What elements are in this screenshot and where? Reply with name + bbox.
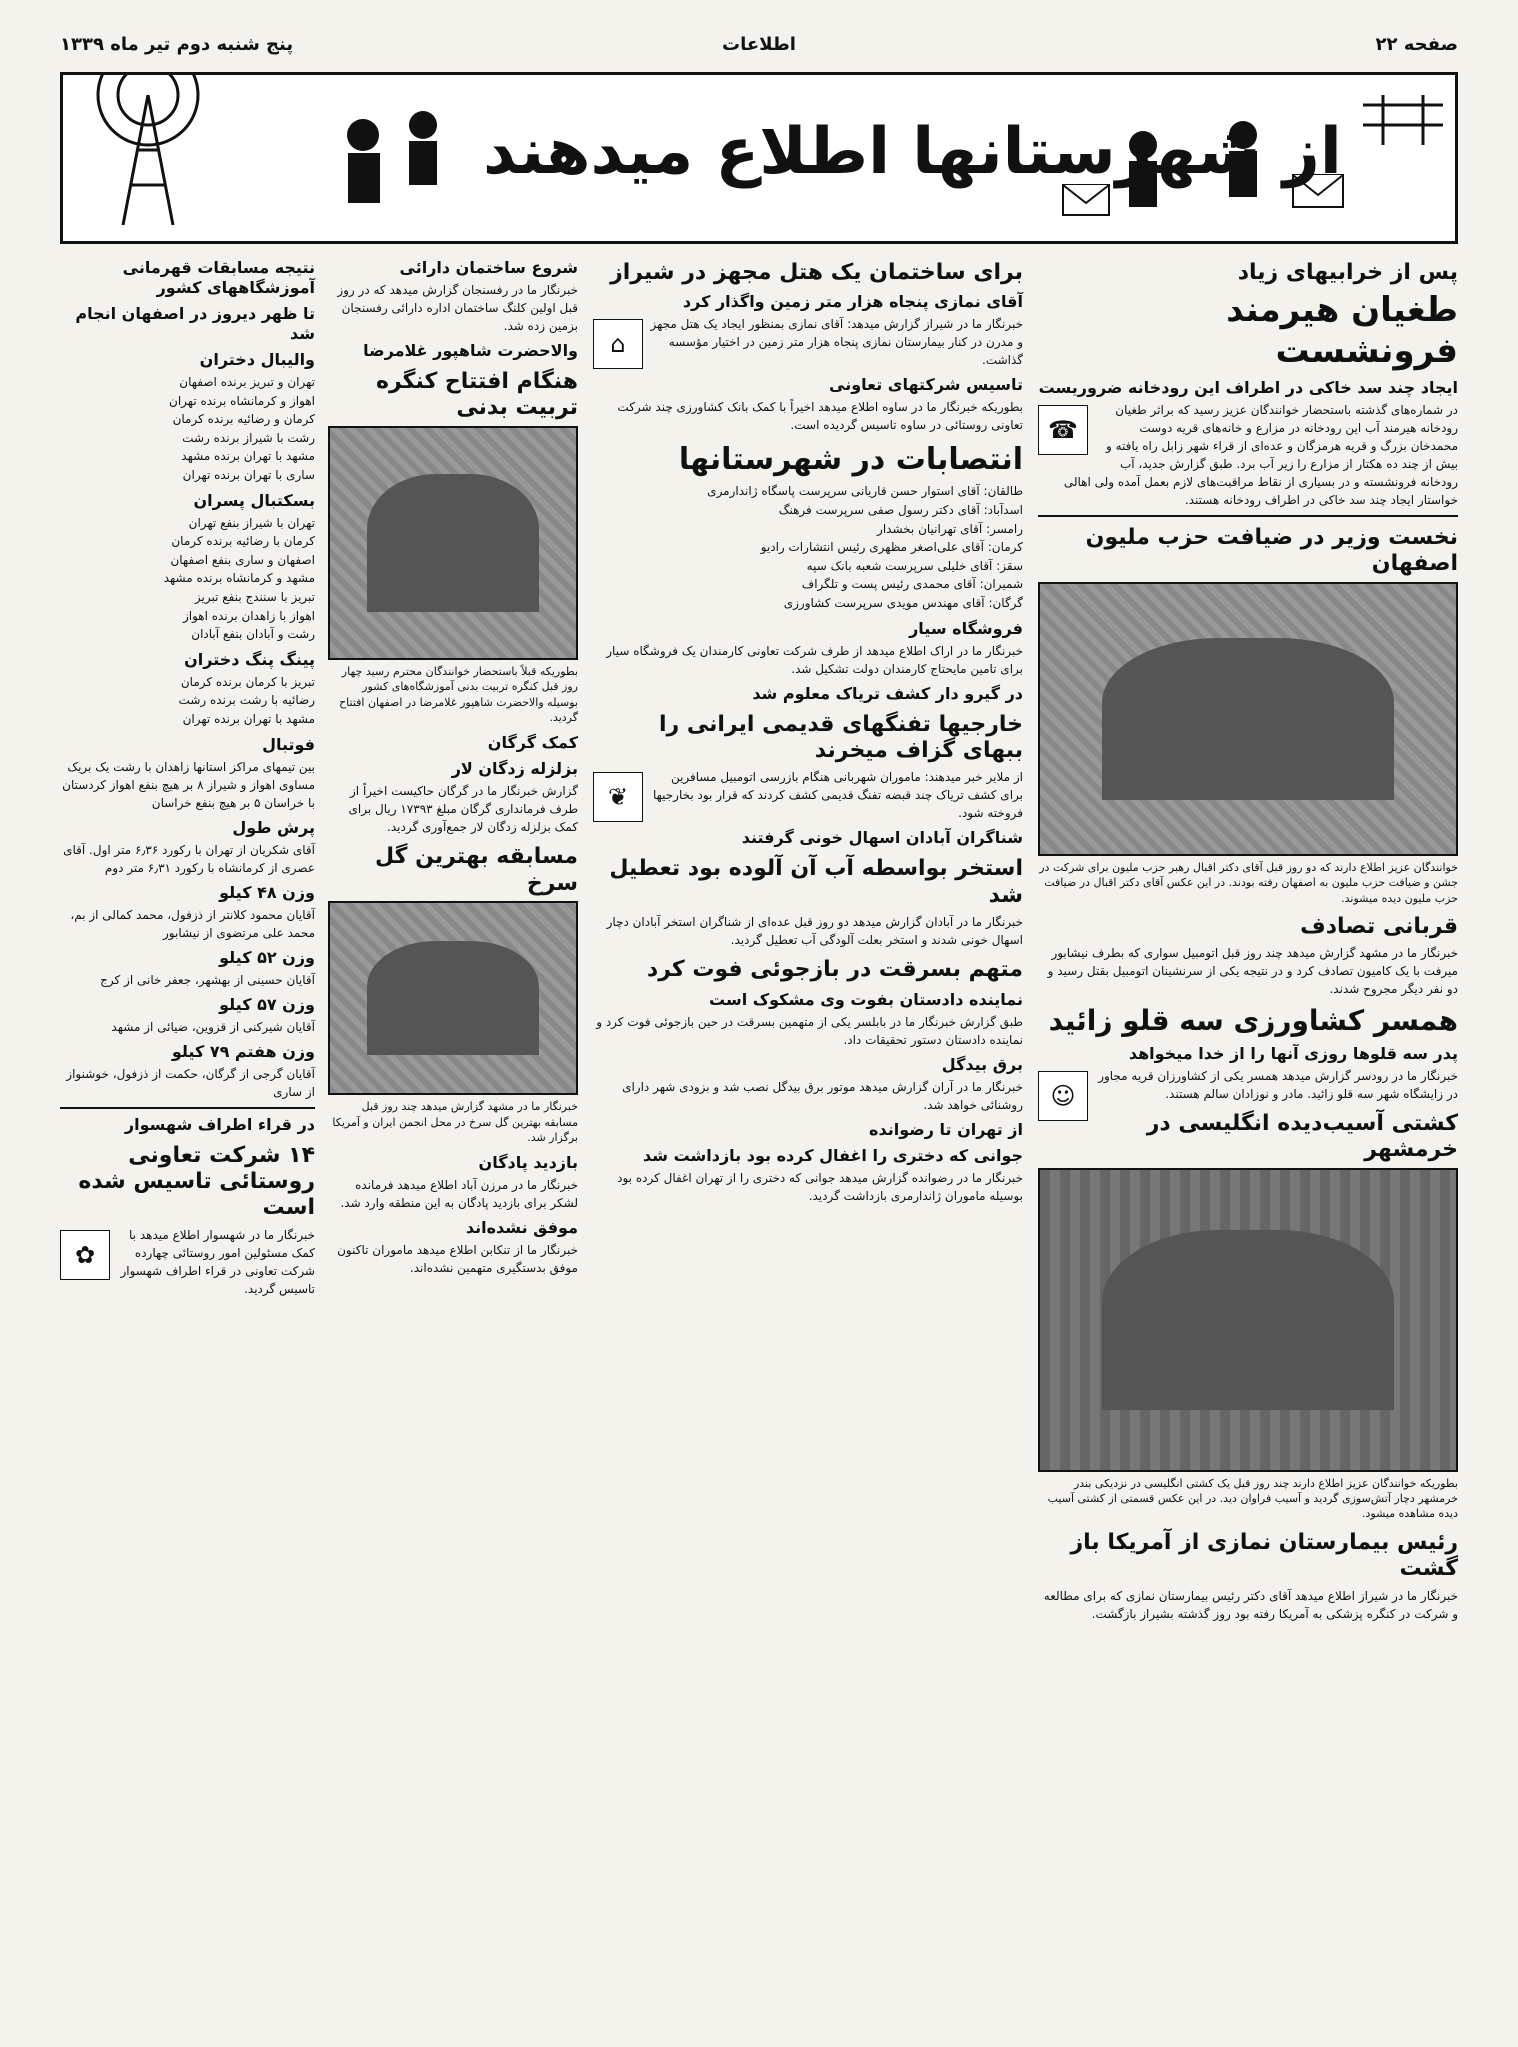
triplets-body: خبرنگار ما در رودسر گزارش میدهد همسر یکی از کشاورزان قریه مجاور در زایشگاه شهر سه قلو زائید. مادر و نوزادان سالم هستند. xyxy=(1098,1068,1458,1101)
result-item: تهران با شیراز بنفع تهران xyxy=(188,515,315,530)
results-list xyxy=(60,373,315,485)
electricity-body: خبرنگار ما در آران گزارش میدهد موتور برق بیدگل نصب شد و بزودی شهر دارای روشنائی خواهد شد. xyxy=(622,1079,1023,1112)
sports-text: آقای شکریان از تهران با رکورد ۶٫۳۶ متر اول. آقای عصری از کرمانشاه با رکورد ۶٫۳۱ متر دوم xyxy=(63,842,315,875)
sports-headline: نتیجه مسابقات قهرمانی آموزشگاههای کشور xyxy=(122,258,315,297)
result-item: اهواز با زاهدان برنده اهواز xyxy=(182,608,315,623)
ship-headline: کشتی آسیب‌دیده انگلیسی در خرمشهر xyxy=(1146,1110,1458,1163)
phone-icon: ☎ xyxy=(1038,405,1088,455)
congress-headline: هنگام افتتاح کنگره تربیت بدنی xyxy=(376,369,578,421)
coop-shahsavar-body: خبرنگار ما در شهسوار اطلاع میدهد با کمک مسئولین امور روستائی چهارده شرکت تعاونی در قراء اطراف شهسوار تاسیس گردید. xyxy=(120,1227,315,1296)
building-headline: شروع ساختمان دارائی xyxy=(399,258,578,277)
swim-kicker: شناگران آبادان اسهال خونی گرفتند xyxy=(741,828,1023,848)
store-headline: فروشگاه سیار xyxy=(909,618,1023,638)
result-item: رشت با شیراز برنده رشت xyxy=(182,430,315,445)
section-banner xyxy=(60,72,1458,244)
hospital-body: خبرنگار ما در شیراز اطلاع میدهد آقای دکتر رئیس بیمارستان نمازی که برای مطالعه و شرکت در کنگره پزشکی به آمریکا رفته بود روز گذشته بشیراز بازگشت. xyxy=(1043,1588,1458,1621)
result-item: مشهد با تهران برنده مشهد xyxy=(181,449,315,464)
coop-shahsavar-kicker: در قراء اطراف شهسوار xyxy=(124,1114,315,1134)
pm-isfahan-headline: نخست وزیر در ضیافت حزب ملیون اصفهان xyxy=(1085,524,1458,577)
triplets-headline: همسر کشاورزی سه قلو زائید xyxy=(1048,1004,1458,1038)
result-item: کرمان و رضائیه برنده کرمان xyxy=(172,412,315,427)
garrison-headline: بازدید پادگان xyxy=(478,1153,578,1173)
building-icon: ⌂ xyxy=(593,319,643,369)
hotel-body: خبرنگار ما در شیراز گزارش میدهد: آقای نمازی بمنظور ایجاد یک هتل مجهز و مدرن در کنار بیمارستان نمازی پنجاه هزار متر زمین در اختیار مؤسسه گذاشت. xyxy=(650,317,1023,368)
hirmand-body: در شماره‌های گذشته باستحضار خوانندگان عزیز رسید که براثر طغیان رودخانه هیرمند آب این رودخانه در مزارع و خانه‌های قریه دوست محمدخان بزرگ و قریه هرمزگان و عده‌ای از قراء شهر زابل راه یافته و بیش از چند ده هکتار از مزارع را زیر آب برد. طبق گزارش جدید، آب رودخانه فرونشسته و در بسیاری از نقاط مراقبت‌های لازم بعمل آمده ولی اهالی خواستار ایجاد چند سد خاکی در اطراف رودخانه هستند. xyxy=(1063,402,1458,507)
tehran-subhead: جوانی که دختری را اغفال کرده بود بازداشت شد xyxy=(643,1145,1023,1165)
hospital-headline: رئیس بیمارستان نمازی از آمریکا باز گشت xyxy=(1070,1529,1458,1582)
results-list xyxy=(60,514,315,644)
divider xyxy=(60,1107,315,1109)
congress-caption: بطوریکه قبلاً باستحضار خوانندگان محترم رسید چهار روز قبل کنگره تربیت بدنی آموزشگاه‌های کشور بوسیله والاحضرت شاهپور غلامرضا در اصفهان افتتاح گردید. xyxy=(339,664,578,724)
coop-shahsavar-headline: ۱۴ شرکت تعاونی روستائی تاسیس شده است xyxy=(78,1142,315,1221)
unsuccessful-body: خبرنگار ما از تنکابن اطلاع میدهد ماموران تاکنون موفق بدستگیری متهمین نشده‌اند. xyxy=(337,1243,578,1276)
results-list xyxy=(60,673,315,729)
issue-date: پنج شنبه دوم تیر ماه ۱۳۳۹ xyxy=(60,34,294,55)
sports-text: آقایان شیرکنی از قزوین، ضیائی از مشهد xyxy=(111,1019,315,1034)
appointment-item: سقز: آقای خلیلی سرپرست شعبه بانک سپه xyxy=(806,558,1023,573)
pm-isfahan-caption: خوانندگان عزیز اطلاع دارند که دو روز قبل آقای دکتر اقبال رهبر حزب ملیون برای شرکت در جشن و ضیافت حزب ملیون به اصفهان رفته بودند. در این عکس آقای دکتر اقبال در ضیافت حزب ملیون دیده میشوند. xyxy=(1039,860,1458,905)
guns-kicker: در گیرو دار کشف تریاک معلوم شد xyxy=(752,683,1023,703)
sports-section: وزن ۴۸ کیلو xyxy=(219,882,315,902)
banner-title: از شهرستانها اطلاع میدهند xyxy=(483,115,1342,189)
cooperative-logo-icon: ✿ xyxy=(60,1230,110,1280)
building-body: خبرنگار ما در رفسنجان گزارش میدهد که در روز قبل اولین کلنگ ساختمان اداره دارائی رفسنجان بزمین زده شد. xyxy=(337,283,578,333)
appointment-item: کرمان: آقای علی‌اصغر مظهری رئیس انتشارات رادیو xyxy=(760,540,1023,555)
appointment-item: شمیران: آقای محمدی رئیس پست و تلگراف xyxy=(801,577,1023,592)
accident-body: خبرنگار ما در مشهد گزارش میدهد چند روز قبل اتومبیل سواری که بطرف نیشابور میرفت با یک کامیون تصادف کرد و در نتیجه یکی از سرنشینان اتومبیل بقتل رسید و دو نفر دیگر مجروح شدند. xyxy=(1047,946,1458,997)
congress-photo xyxy=(328,426,578,660)
garrison-body: خبرنگار ما در مرزن آباد اطلاع میدهد فرمانده لشکر برای بازدید پادگان به این منطقه وارد شد. xyxy=(340,1178,578,1211)
unsuccessful-headline: موفق نشده‌اند xyxy=(465,1218,578,1238)
sports-text: آقایان گرجی از گرگان، حکمت از ذزفول، خوشنواز از ساری xyxy=(66,1066,315,1099)
hirmand-kicker: پس از خرابیهای زیاد xyxy=(1237,260,1458,285)
ship-caption: بطوریکه خوانندگان عزیز اطلاع دارند چند روز قبل یک کشتی انگلیسی در نزدیکی بندر خرمشهر دچار آتش‌سوزی گردید و آسیب فراوان دید. در این عکس قسمتی از کشتی آسیب دیده مشاهده میشود. xyxy=(1047,1476,1458,1521)
appointment-item: گرگان: آقای مهندس مویدی سرپرست کشاورزی xyxy=(783,595,1023,610)
appointments-list xyxy=(593,482,1023,612)
page-number: صفحه ۲۲ xyxy=(1375,34,1458,55)
radio-tower-icon xyxy=(98,75,198,225)
hirmand-headline: طغیان هیرمند فرونشست xyxy=(1226,290,1458,372)
guns-body: از ملایر خبر میدهند: ماموران شهربانی هنگام بازرسی اتومبیل مسافرین برای کشف تریاک چند قبضه تفنگ قدیمی کشف کردند که قرار بود بخارجیها فروخته شود. xyxy=(652,770,1023,821)
swim-body: خبرنگار ما در آبادان گزارش میدهد دو روز قبل عده‌ای از شناگران استخر آبادان دچار اسهال خونی شدند و استخر بعلت آلودگی آب تعطیل گردید. xyxy=(606,915,1023,948)
column-4 xyxy=(60,252,315,1304)
theft-subhead: نماینده دادستان بفوت وی مشکوک است xyxy=(709,989,1023,1009)
column-3 xyxy=(328,252,578,1283)
theft-headline: متهم بسرقت در بازجوئی فوت کرد xyxy=(646,957,1023,983)
triplets-subhead: پدر سه قلوها روزی آنها را از خدا میخواهد xyxy=(1128,1043,1458,1063)
sports-section: وزن ۵۷ کیلو xyxy=(219,994,315,1014)
hotel-headline: برای ساختمان یک هتل مجهز در شیراز xyxy=(610,260,1023,285)
family-icon: ☺ xyxy=(1038,1071,1088,1121)
newspaper-name: اطلاعات xyxy=(722,34,796,55)
tehran-body: خبرنگار ما در رضوانده گزارش میدهد جوانی که دختری را از تهران اغفال کرده بود بوسیله ماموران ژاندارمری بازداشت گردید. xyxy=(617,1170,1023,1203)
top-strip xyxy=(60,34,1458,66)
antenna-icon xyxy=(1363,95,1443,145)
result-item: مشهد و کرمانشاه برنده مشهد xyxy=(163,571,315,586)
result-item: رضائیه با رشت برنده رشت xyxy=(178,693,315,708)
coop-headline: تاسیس شرکتهای تعاونی xyxy=(829,375,1023,395)
sports-section: وزن ۵۲ کیلو xyxy=(219,947,315,967)
appointment-item: اسدآباد: آقای دکتر رسول صفی سرپرست فرهنگ xyxy=(778,502,1023,517)
result-item: ساری با تهران برنده تهران xyxy=(182,467,315,482)
result-item: اهواز و کرمانشاه برنده تهران xyxy=(169,393,315,408)
sports-section: بسکتبال پسران xyxy=(193,490,315,510)
gorgan-body: گزارش خبرنگار ما در گرگان حاکیست اخیراً از طرف فرمانداری گرگان مبلغ ۱۷۳۹۳ ریال برای کمک بزلزله زدگان لار جمع‌آوری گردید. xyxy=(348,784,578,835)
pm-isfahan-photo xyxy=(1038,582,1458,856)
sports-section: فوتبال xyxy=(262,734,315,754)
appointment-item: رامسر: آقای تهرانیان بخشدار xyxy=(877,521,1023,536)
sports-section: وزن هفتم ۷۹ کیلو xyxy=(171,1041,315,1061)
sports-section: پینگ پنگ دختران xyxy=(184,649,315,669)
appointments-headline: انتصابات در شهرستانها xyxy=(678,442,1023,478)
theft-body: طبق گزارش خبرنگار ما در بابلسر یکی از متهمین بسرقت در حین بازجوئی فوت کرد و نماینده دادستان دستور تحقیقات داد. xyxy=(596,1014,1023,1047)
guns-headline: خارجیها تفنگهای قدیمی ایرانی را ببهای گزاف میخرند xyxy=(659,711,1023,763)
gorgan-headline: کمک گرگان xyxy=(487,733,578,753)
signature: والاحضرت شاهپور غلامرضا xyxy=(363,341,578,360)
appointment-item: طالقان: آقای استوار حسن قاریانی سرپرست پاسگاه ژاندارمری xyxy=(707,484,1023,499)
accident-headline: قربانی تصادف xyxy=(1300,913,1458,939)
rose-headline: مسابقه بهترین گل سرخ xyxy=(375,844,578,896)
grapes-icon: ❦ xyxy=(593,772,643,822)
rose-photo xyxy=(328,901,578,1095)
hotel-subhead: آقای نمازی پنجاه هزار متر زمین واگذار کرد xyxy=(682,292,1023,312)
result-item: تبریز با سنندج بنفع تبریز xyxy=(194,589,315,604)
column-1 xyxy=(1038,252,1458,1629)
sports-text: آقایان محمود کلانتر از ذزفول، محمد کمالی از بم، محمد علی مرتضوی از نیشابور xyxy=(70,907,315,940)
rose-caption: خبرنگار ما در مشهد گزارش میدهد چند روز قبل مسابقه بهترین گل سرخ در محل انجمن ایران و آمریکا برگزار شد. xyxy=(332,1100,578,1144)
hirmand-subhead: ایجاد چند سد خاکی در اطراف این رودخانه ضروریست xyxy=(1038,377,1458,397)
sports-text: بین تیمهای مراکز استانها زاهدان با رشت یک بریک مساوی اهواز و شیراز ۸ بر هیچ بنفع اهواز کردستان با خراسان ۵ بر هیچ بنفع خراسان xyxy=(62,759,315,810)
result-item: اصفهان و ساری بنفع اصفهان xyxy=(170,552,315,567)
result-item: تهران و تبریز برنده اصفهان xyxy=(179,375,315,389)
result-item: کرمان با رضائیه برنده کرمان xyxy=(171,534,315,549)
result-item: رشت و آبادان بنفع آبادان xyxy=(191,627,315,642)
divider xyxy=(1038,515,1458,517)
result-item: تبریز با کرمان برنده کرمان xyxy=(180,674,315,689)
sports-text: آقایان حسینی از بهشهر، جعفر خانی از کرج xyxy=(100,972,315,987)
column-2 xyxy=(593,252,1023,1211)
electricity-headline: برق بیدگل xyxy=(941,1054,1023,1074)
gorgan-subhead: بزلزله زدگان لار xyxy=(451,759,578,779)
store-body: خبرنگار ما در اراک اطلاع میدهد از طرف شرکت تعاونی کارمندان یک فروشگاه سیار برای تامین مایحتاج کارمندان دولت تشکیل شد. xyxy=(606,643,1023,676)
result-item: مشهد با تهران برنده تهران xyxy=(182,711,315,726)
tehran-headline: از تهران تا رضوانده xyxy=(869,1119,1023,1139)
coop-body: بطوریکه خبرنگار ما در ساوه اطلاع میدهد اخیراً با کمک بانک کشاورزی چند شرکت تعاونی روستائی در ساوه تاسیس گردیده است. xyxy=(617,400,1023,433)
ship-photo xyxy=(1038,1168,1458,1472)
sports-section: والیبال دختران xyxy=(199,350,315,369)
sports-subhead: تا ظهر دیروز در اصفهان انجام شد xyxy=(75,304,315,343)
sports-section: پرش طول xyxy=(232,817,315,837)
swim-headline: استخر بواسطه آب آن آلوده بود تعطیل شد xyxy=(609,856,1023,908)
